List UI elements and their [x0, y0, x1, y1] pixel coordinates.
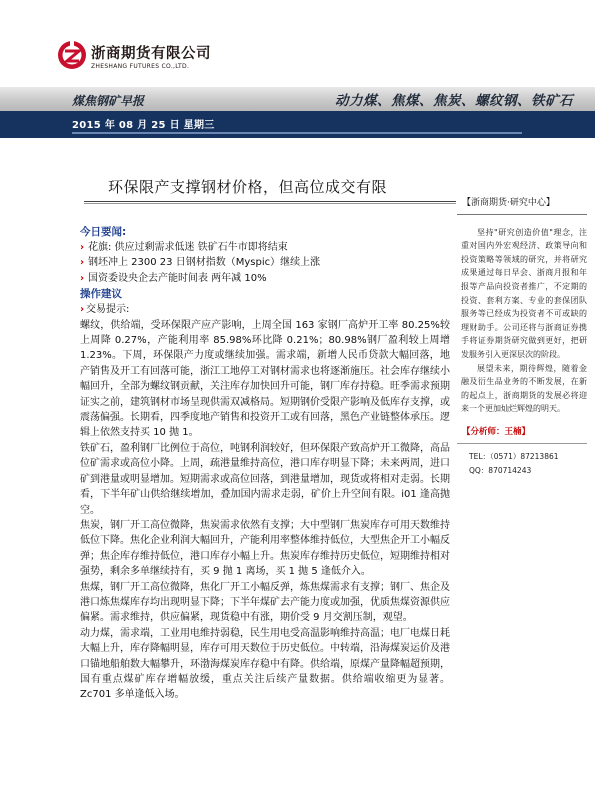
research-center-sidebar [457, 197, 587, 478]
analyst-phone: TEL：（0571）87213861 [469, 451, 559, 461]
date-band [0, 111, 595, 138]
news-item: › 花旗: 供应过剩需求低迷 铁矿石牛市即将结束 [80, 240, 450, 255]
analyst-label: 【分析师：王楠】 [462, 426, 531, 437]
headline-divider-secondary [84, 203, 456, 204]
analysis-rebar: 螺纹，供给端，受环保限产应产影响，上周全国 163 家钢厂高炉开工率 80.25%较上周降 0.27%，产能利用率 85.98%环比降 0.21%；80.98%钢厂盈利较上周增 1.23%。下周，环保限产力度或继续加强。需求端，新增人民币贷款大幅回落，地产销售及开工有回落可能，浙江工地停工对钢材需求也将逐渐施压。社会库存继续小幅回升，全部为螺纹钢贡献，关注库存加快回升可能，钢厂库存持稳。旺季需求预期证实之前，建筑钢材市场呈现供需双减格局。短期钢价受限产影响及低库存支撑，或震荡偏强。长期看，四季度地产销售和投资开工或有回落，黑色产业链整体承压。逻辑上依然支持买 10 抛 1。 [80, 319, 450, 439]
sidebar-intro: 坚持"研究创造价值"理念，注重对国内外宏观经济、政策导向和投资策略等领域的研究，并将研究成果通过每日早会、浙商月报和年报等产品向投资者推广，不定期的投资、套利方案、专业的套保团队服务等已经成为投资者不可或缺的理财助手。公司还将与浙商证券携手将证券期货研究做到更好，把研发服务引入更深层次的阶段。 [461, 227, 587, 359]
analyst-qq: QQ：870714243 [469, 465, 532, 475]
headline-divider [84, 201, 456, 202]
news-item: › 钢坯冲上 2300 23 日钢材指数（Myspic）继续上涨 [80, 255, 450, 270]
analysis-iron-ore: 铁矿石，盈利钢厂比例位于高位，吨钢利润较好，但环保限产致高炉开工微降，高品位矿需求或高位小降。上周，疏港量维持高位，港口库存明显下降；未来两周，进口矿到港量或明显增加。短期需求或高位回落，到港量增加，现货或将相对走弱。长期看，下半年矿山供给继续增加，叠加国内需求走弱，矿价上升空间有限。i01 逢高抛空。 [80, 442, 450, 516]
news-item: › 国资委设央企去产能时间表 两年减 10% [80, 271, 450, 286]
company-name-en: ZHESHANG FUTURES CO.,LTD. [91, 63, 190, 70]
analyst-divider [457, 443, 587, 444]
sidebar-divider [457, 214, 587, 215]
sidebar-heading: 【浙商期货·研究中心】 [462, 198, 555, 208]
today-news-title: 今日要闻: [80, 226, 127, 238]
report-name: 煤焦钢矿早报 [72, 94, 145, 108]
analysis-coke: 焦炭，钢厂开工高位微降，焦炭需求依然有支撑；大中型钢厂焦炭库存可用天数维持低位下降。焦化企业利润大幅回升，产能利用率整体维持低位，大型焦企开工小幅反弹；焦企库存维持低位，港口库存小幅上升。焦炭库存维持历史低位，短期维持相对强势，剩余多单继续持有，买 9 抛 1 离场，买 1 抛 5 逢低介入。 [80, 519, 450, 578]
sidebar-outlook: 展望未来，期待辉煌，随着金融及衍生品业务的不断发展，在新的起点上，浙商期货的发展必将迎来一个更加灿烂辉煌的明天。 [461, 363, 587, 414]
page-title: 环保限产支撑钢材价格，但高位成交有限 [108, 178, 388, 196]
analysis-coking-coal: 焦煤，钢厂开工高位微降，焦化厂开工小幅反弹，炼焦煤需求有支撑；钢厂、焦企及港口炼焦煤库存均出现明显下降；下半年煤矿去产能力度或加强，优质焦煤资源供应偏紧。需求维持，供应偏紧，现货稳中有涨，期价受 9 月交割压制，观望。 [80, 581, 450, 624]
report-topics: 动力煤、焦煤、焦炭、螺纹钢、铁矿石 [335, 93, 573, 109]
analysis-thermal-coal: 动力煤，需求端，工业用电维持弱稳，民生用电受高温影响维持高温；电厂电煤日耗大幅上升，库存降幅明显，库存可用天数位于历史低位。中转端，沿海煤炭运价及港口锚地船舶数大幅攀升，环渤海煤炭库存稳中有降。供给端，原煤产量降幅超预期，国有重点煤矿库存增幅放缓，重点关注后续产量数据。供给端收缩更为显著。Zc701 多单逢低入场。 [80, 627, 450, 701]
company-name: 浙商期货有限公司 [91, 46, 211, 62]
report-date: 2015 年 08 月 25 日 星期三 [72, 120, 215, 131]
operations-title: 操作建议 [80, 288, 122, 301]
main-content [80, 224, 450, 703]
date-underline [72, 132, 522, 134]
zheshang-logo-icon [57, 40, 87, 70]
company-logo [57, 40, 229, 72]
trade-tip-label: › 交易提示: [80, 302, 450, 317]
report-title-band [0, 87, 595, 111]
